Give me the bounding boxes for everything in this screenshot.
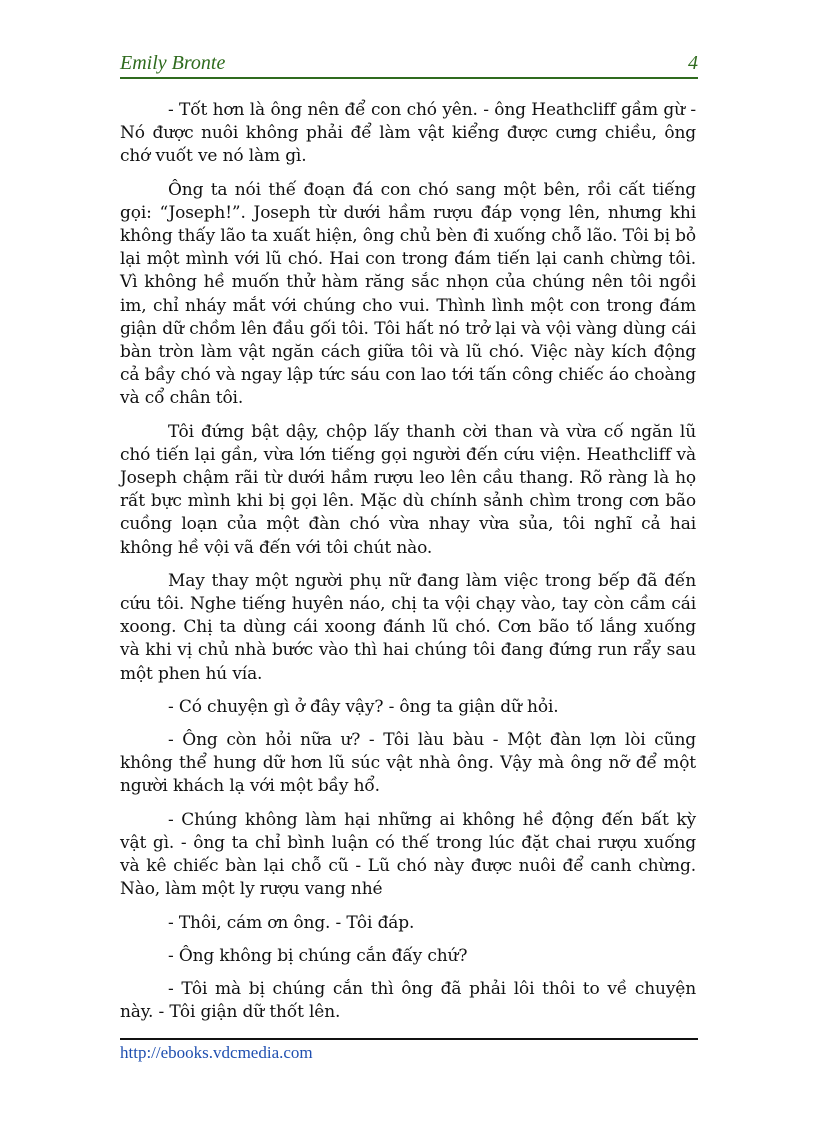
page-header bbox=[120, 50, 698, 78]
paragraph: Tôi đứng bật dậy, chộp lấy thanh cời than và vừa cố ngăn lũ chó tiến lại gần, vừa lớn tiếng gọi người đến cứu viện. Heathcliff và Joseph chậm rãi từ dưới hầm rượu leo lên cầu thang. Rõ ràng là họ rất bực mình khi bị gọi lên. Mặc dù chính sảnh chìm trong cơn bão cuồng loạn của một đàn chó vừa nhay vừa sủa, tôi nghĩ cả hai không hề vội vã đến với tôi chút nào. bbox=[120, 421, 696, 558]
paragraph: - Chúng không làm hại những ai không hề động đến bất kỳ vật gì. - ông ta chỉ bình luận có thế trong lúc đặt chai rượu xuống và kê chiếc bàn lại chỗ cũ - Lũ chó này được nuôi để canh chừng. Nào, làm một ly rượu vang nhé bbox=[120, 809, 696, 900]
header-divider bbox=[120, 77, 698, 79]
paragraph: - Thôi, cám ơn ông. - Tôi đáp. bbox=[168, 912, 415, 933]
page-number: 4 bbox=[688, 52, 698, 74]
paragraph: May thay một người phụ nữ đang làm việc trong bếp đã đến cứu tôi. Nghe tiếng huyên náo, chị ta vội chạy vào, tay còn cầm cái xoong. Chị ta dùng cái xoong đánh lũ chó. Cơn bão tố lắng xuống và khi vị chủ nhà bước vào thì hai chúng tôi đang đứng run rẩy sau một phen hú vía. bbox=[120, 570, 696, 684]
paragraph: - Ông còn hỏi nữa ư? - Tôi làu bàu - Một đàn lợn lòi cũng không thể hung dữ hơn lũ súc vật nhà ông. Vậy mà ông nỡ để một người khách lạ với một bầy hổ. bbox=[120, 730, 696, 797]
book-author: Emily Bronte bbox=[120, 52, 226, 74]
footer-divider bbox=[120, 1038, 698, 1040]
paragraph: - Tốt hơn là ông nên để con chó yên. - ông Heathcliff gầm gừ - Nó được nuôi không phải để làm vật kiểng được cưng chiều, ông chớ vuốt ve nó làm gì. bbox=[120, 100, 696, 167]
paragraph: - Ông không bị chúng cắn đấy chứ? bbox=[168, 945, 468, 966]
paragraph: - Tôi mà bị chúng cắn thì ông đã phải lôi thôi to về chuyện này. - Tôi giận dữ thốt lên. bbox=[120, 978, 696, 1023]
footer-website-link[interactable]: http://ebooks.vdcmedia.com bbox=[120, 1043, 313, 1062]
page-body bbox=[120, 99, 696, 1034]
paragraph: - Có chuyện gì ở đây vậy? - ông ta giận dữ hỏi. bbox=[168, 696, 559, 717]
paragraph: Ông ta nói thế đoạn đá con chó sang một bên, rồi cất tiếng gọi: “Joseph!”. Joseph từ dưới hầm rượu đáp vọng lên, nhưng khi không thấy lão ta xuất hiện, ông chủ bèn đi xuống chỗ lão. Tôi bị bỏ lại một mình với lũ chó. Hai con trong đám tiến lại canh chừng tôi. Vì không hề muốn thử hàm răng sắc nhọn của chúng nên tôi ngồi im, chỉ nháy mắt với chúng cho vui. Thình lình một con trong đám giận dữ chồm lên đầu gối tôi. Tôi hất nó trở lại và vội vàng dùng cái bàn tròn làm vật ngăn cách giữa tôi và lũ chó. Việc này kích động cả bầy chó và ngay lập tức sáu con lao tới tấn công chiếc áo choàng và cổ chân tôi. bbox=[120, 179, 696, 409]
